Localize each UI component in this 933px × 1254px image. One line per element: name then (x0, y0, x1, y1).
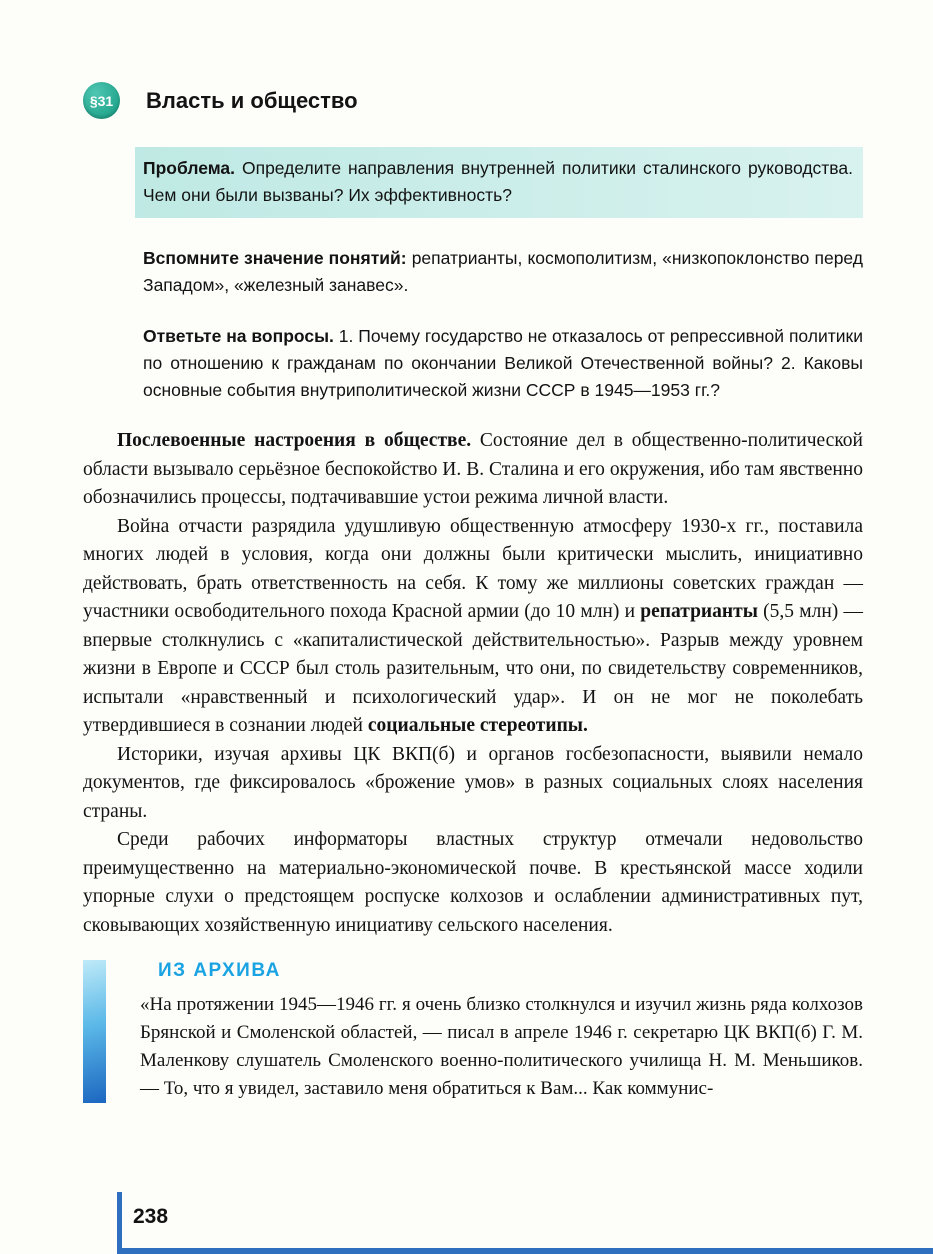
questions-block: Ответьте на вопросы. 1. Почему государство не отказалось от репрессивной политики по отношению к гражданам по окончании Великой Отечественной войны? 2. Каковы основные события внутриполитической жизни СССР в 1945—1953 гг.? (143, 326, 863, 400)
archive-section (83, 960, 863, 1103)
archive-title: ИЗ АРХИВА (158, 960, 281, 981)
main-text (83, 427, 863, 940)
section-title: Власть и общество (146, 87, 358, 113)
page-content (83, 82, 863, 1103)
paragraph: Война отчасти разрядила удушливую общественную атмосферу 1930-х гг., поставила многих людей в условия, когда они должны были критически мыслить, инициативно действовать, брать ответственность на себя. К тому же миллионы советских граждан — участники освободительного похода Красной армии (до 10 млн) и репатрианты (5,5 млн) — впервые столкнулись с «капиталистической действительностью». Разрыв между уровнем жизни в Европе и СССР был столь разительным, что они, по свидетельству современников, испытали «нравственный и психологический удар». И он не мог не поколебать утвердившиеся в сознании людей социальные стереотипы. (83, 515, 863, 736)
archive-quote: «На протяжении 1945—1946 гг. я очень близко столкнулся и изучил жизнь ряда колхозов Брянской и Смоленской областей, — писал в апреле 1946 г. секретарю ЦК ВКП(б) Г. М. Маленкову слушатель Смоленского военно-политического училища Н. М. Меньшиков. — То, что я увидел, заставило меня обратиться к Вам... Как коммунис- (140, 994, 863, 1099)
paragraph-number-badge: §31 (83, 82, 120, 119)
paragraph: Послевоенные настроения в обществе. Состояние дел в общественно-политической области вызывало серьёзное беспокойство И. В. Сталина и его окружения, ибо там явственно обозначились процессы, подтачивавшие устои режима личной власти. (83, 430, 863, 508)
footer-vertical-rule (117, 1192, 122, 1248)
page-number: 238 (133, 1205, 169, 1228)
footer-horizontal-rule (117, 1248, 933, 1254)
archive-accent-bar (83, 960, 106, 1103)
section-header (83, 82, 863, 119)
paragraph: Историки, изучая архивы ЦК ВКП(б) и органов госбезопасности, выявили немало документов, где фиксировалось «брожение умов» в разных социальных слоях населения страны. (83, 743, 863, 822)
problem-block: Проблема. Определите направления внутренней политики сталинского руководства. Чем они были вызваны? Их эффективность? (135, 147, 863, 218)
archive-content (140, 960, 863, 1103)
paragraph: Среди рабочих информаторы властных структур отмечали недовольство преимущественно на материально-экономической почве. В крестьянской массе ходили упорные слухи о предстоящем роспуске колхозов и ослаблении административных пут, сковывающих хозяйственную инициативу сельского населения. (83, 829, 863, 936)
recall-terms-block: Вспомните значение понятий: репатрианты, космополитизм, «низкопоклонство перед Западом», «железный занавес». (143, 248, 863, 295)
